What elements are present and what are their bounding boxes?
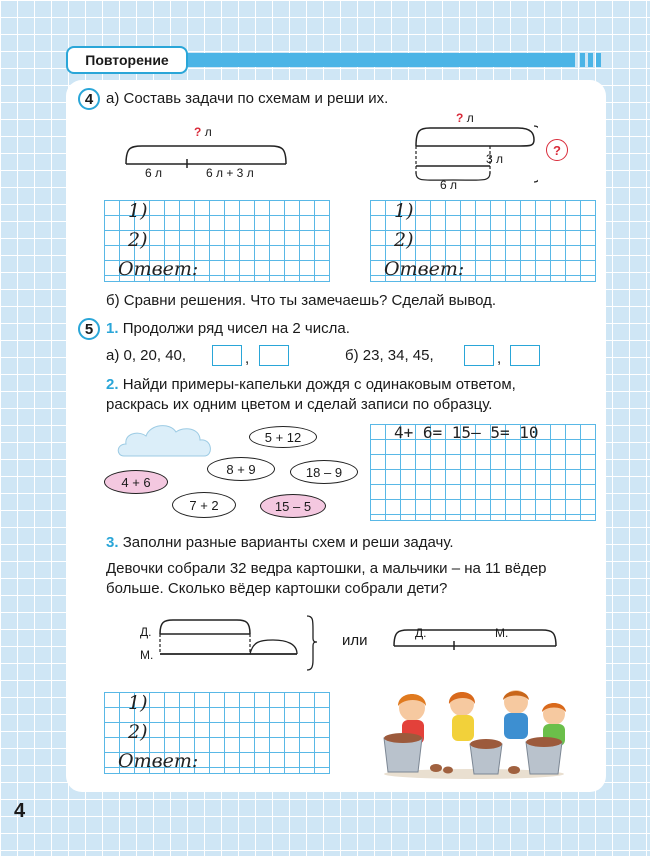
header-strip bbox=[580, 53, 585, 67]
scheme-1-question: ? л bbox=[194, 125, 212, 139]
problem-line2: больше. Сколько вёдер картошки собрали дети? bbox=[106, 580, 448, 597]
handwriting-line2: 2) bbox=[394, 229, 414, 251]
drop-example[interactable]: 4 + 6 bbox=[104, 470, 168, 494]
section-title: Повторение bbox=[66, 46, 188, 74]
sequence-a-input-1[interactable] bbox=[212, 345, 242, 366]
task-5-2-line1: 2. Найди примеры-капельки дождя с одинаковым ответом, bbox=[106, 376, 516, 393]
header-bar bbox=[180, 53, 575, 67]
drop-example[interactable]: 7 + 2 bbox=[172, 492, 236, 518]
task-5-1-text: 1. Продолжи ряд чисел на 2 числа. bbox=[106, 320, 350, 337]
scheme-3-label-m: М. bbox=[140, 648, 154, 662]
sequence-b-input-1[interactable] bbox=[464, 345, 494, 366]
scheme-1-seg1: 6 л bbox=[145, 166, 163, 180]
sequence-b-input-2[interactable] bbox=[510, 345, 540, 366]
handwriting-answer: Ответ: bbox=[384, 258, 465, 280]
sequence-a-label: а) 0, 20, 40, bbox=[106, 347, 187, 364]
page-number: 4 bbox=[14, 800, 26, 822]
scheme-1-diagram bbox=[120, 138, 292, 168]
handwriting-line1: 1) bbox=[394, 200, 414, 222]
task-4b-text: б) Сравни решения. Что ты замечаешь? Сделай вывод. bbox=[106, 292, 497, 309]
handwriting-answer: Ответ: bbox=[118, 750, 199, 772]
sequence-a-input-2[interactable] bbox=[259, 345, 289, 366]
handwriting-answer: Ответ: bbox=[118, 258, 199, 280]
scheme-1-seg2: 6 л + 3 л bbox=[206, 166, 254, 180]
header-strip bbox=[596, 53, 601, 67]
task-4-number: 4 bbox=[78, 88, 100, 110]
handwriting-line2: 2) bbox=[128, 721, 148, 743]
sample-record: 4+ 6= 15– 5= 10 bbox=[394, 423, 539, 442]
scheme-2-bottom: 6 л bbox=[440, 178, 458, 192]
scheme-2-brace-question: ? bbox=[546, 139, 568, 161]
drop-example[interactable]: 18 – 9 bbox=[290, 460, 358, 484]
scheme-2-extra: 3 л bbox=[486, 152, 504, 166]
handwriting-line1: 1) bbox=[128, 692, 148, 714]
task-5-number: 5 bbox=[78, 318, 100, 340]
comma: , bbox=[245, 350, 250, 367]
scheme-4-label-m: М. bbox=[495, 626, 509, 640]
scheme-4-label-d: Д. bbox=[415, 626, 427, 640]
problem-line1: Девочки собрали 32 ведра картошки, а мальчики – на 11 вёдер bbox=[106, 560, 547, 577]
task-5-2-line2: раскрась их одним цветом и сделай записи по образцу. bbox=[106, 396, 493, 413]
children-with-buckets-illustration bbox=[376, 682, 572, 780]
drop-example[interactable]: 15 – 5 bbox=[260, 494, 326, 518]
cloud-icon bbox=[114, 420, 218, 460]
handwriting-line1: 1) bbox=[128, 200, 148, 222]
task-5-3-text: 3. Заполни разные варианты схем и реши задачу. bbox=[106, 534, 454, 551]
sequence-b-label: б) 23, 34, 45, bbox=[345, 347, 434, 364]
drop-example[interactable]: 5 + 12 bbox=[249, 426, 317, 448]
comma: , bbox=[497, 350, 502, 367]
task-4a-text: а) Составь задачи по схемам и реши их. bbox=[106, 90, 389, 107]
scheme-2-question: ? л bbox=[456, 111, 474, 125]
header-strip bbox=[588, 53, 593, 67]
or-text: или bbox=[342, 632, 368, 649]
drop-example[interactable]: 8 + 9 bbox=[207, 457, 275, 481]
handwriting-line2: 2) bbox=[128, 229, 148, 251]
scheme-3-label-d: Д. bbox=[140, 625, 152, 639]
scheme-3-diagram bbox=[155, 612, 325, 674]
scheme-2-diagram bbox=[408, 124, 538, 186]
